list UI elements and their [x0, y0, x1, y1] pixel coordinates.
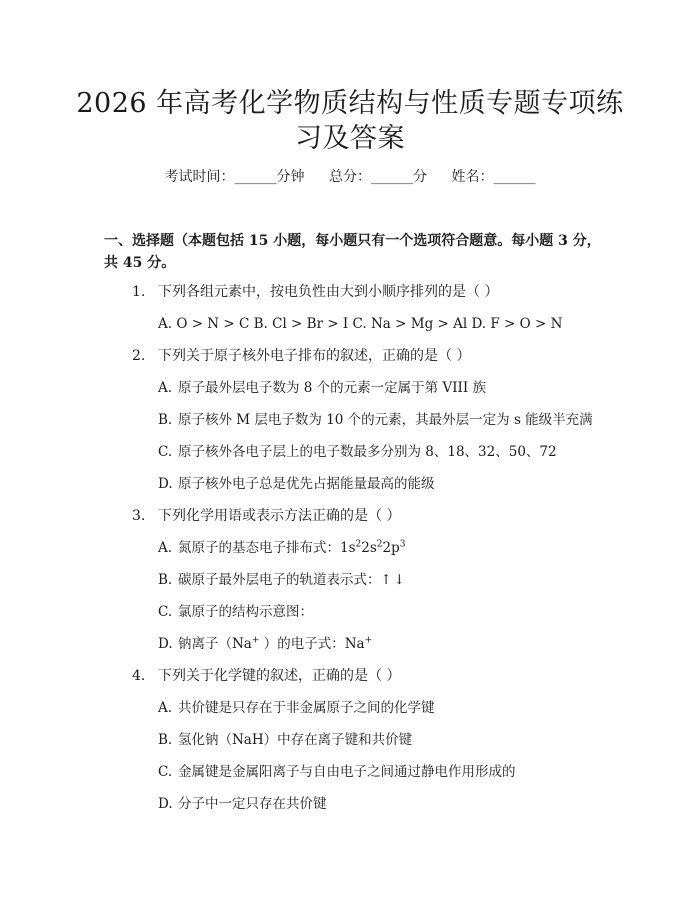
question-2-option-a: A. 原子最外层电子数为 8 个的元素一定属于第 VIII 族 — [158, 380, 487, 396]
question-2-option-d: D. 原子核外电子总是优先占据能量最高的能级 — [158, 476, 435, 492]
exam-meta — [0, 167, 700, 187]
question-4-option-d: D. 分子中一定只存在共价键 — [158, 796, 327, 812]
student-name: 姓名：______ — [451, 169, 536, 185]
question-4: 4. 下列关于化学键的叙述，正确的是（ ） — [132, 668, 401, 684]
total-score: 总分：______分 — [329, 169, 427, 185]
document-title-line1: 2026 年高考化学物质结构与性质专题专项练 — [76, 88, 624, 119]
question-4-option-b: B. 氢化钠（NaH）中存在离子键和共价键 — [158, 732, 413, 748]
question-3-option-b: B. 碳原子最外层电子的轨道表示式：↑↓ — [158, 572, 408, 588]
orbital-arrows: ↑↓ — [380, 572, 408, 588]
question-2-option-c: C. 原子核外各电子层上的电子数最多分别为 8、18、32、50、72 — [158, 444, 557, 460]
section-heading: 一、选择题（本题包括 15 小题，每小题只有一个选项符合题意。每小题 3 分，共 45 分。 — [104, 233, 601, 271]
question-3-option-a: A. 氮原子的基态电子排布式：$1s^22s^22p^3$ — [158, 539, 406, 556]
exam-time: 考试时间：______分钟 — [164, 169, 305, 185]
question-4-option-a: A. 共价键是只存在于非金属原子之间的化学键 — [158, 700, 435, 716]
question-3-option-d: D. 钠离子（Na+ ）的电子式：Na+ — [158, 635, 373, 652]
question-4-option-c: C. 金属键是金属阳离子与自由电子之间通过静电作用形成的 — [158, 764, 516, 780]
question-1-options: A. O > N > C B. Cl > Br > I C. Na > Mg > Al D. F > O > N — [158, 316, 563, 332]
question-1: 1. 下列各组元素中，按电负性由大到小顺序排列的是（ ） — [132, 284, 499, 300]
document-title-line2: 习及答案 — [295, 123, 405, 154]
question-2: 2. 下列关于原子核外电子排布的叙述，正确的是（ ） — [132, 348, 471, 364]
question-2-option-b: B. 原子核外 M 层电子数为 10 个的元素，其最外层一定为 s 能级半充满 — [158, 412, 593, 428]
question-3: 3. 下列化学用语或表示方法正确的是（ ） — [132, 508, 401, 524]
electron-configuration: $1s^22s^22p^3$ — [340, 539, 406, 556]
question-3-option-c: C. 氯原子的结构示意图： — [158, 604, 313, 620]
